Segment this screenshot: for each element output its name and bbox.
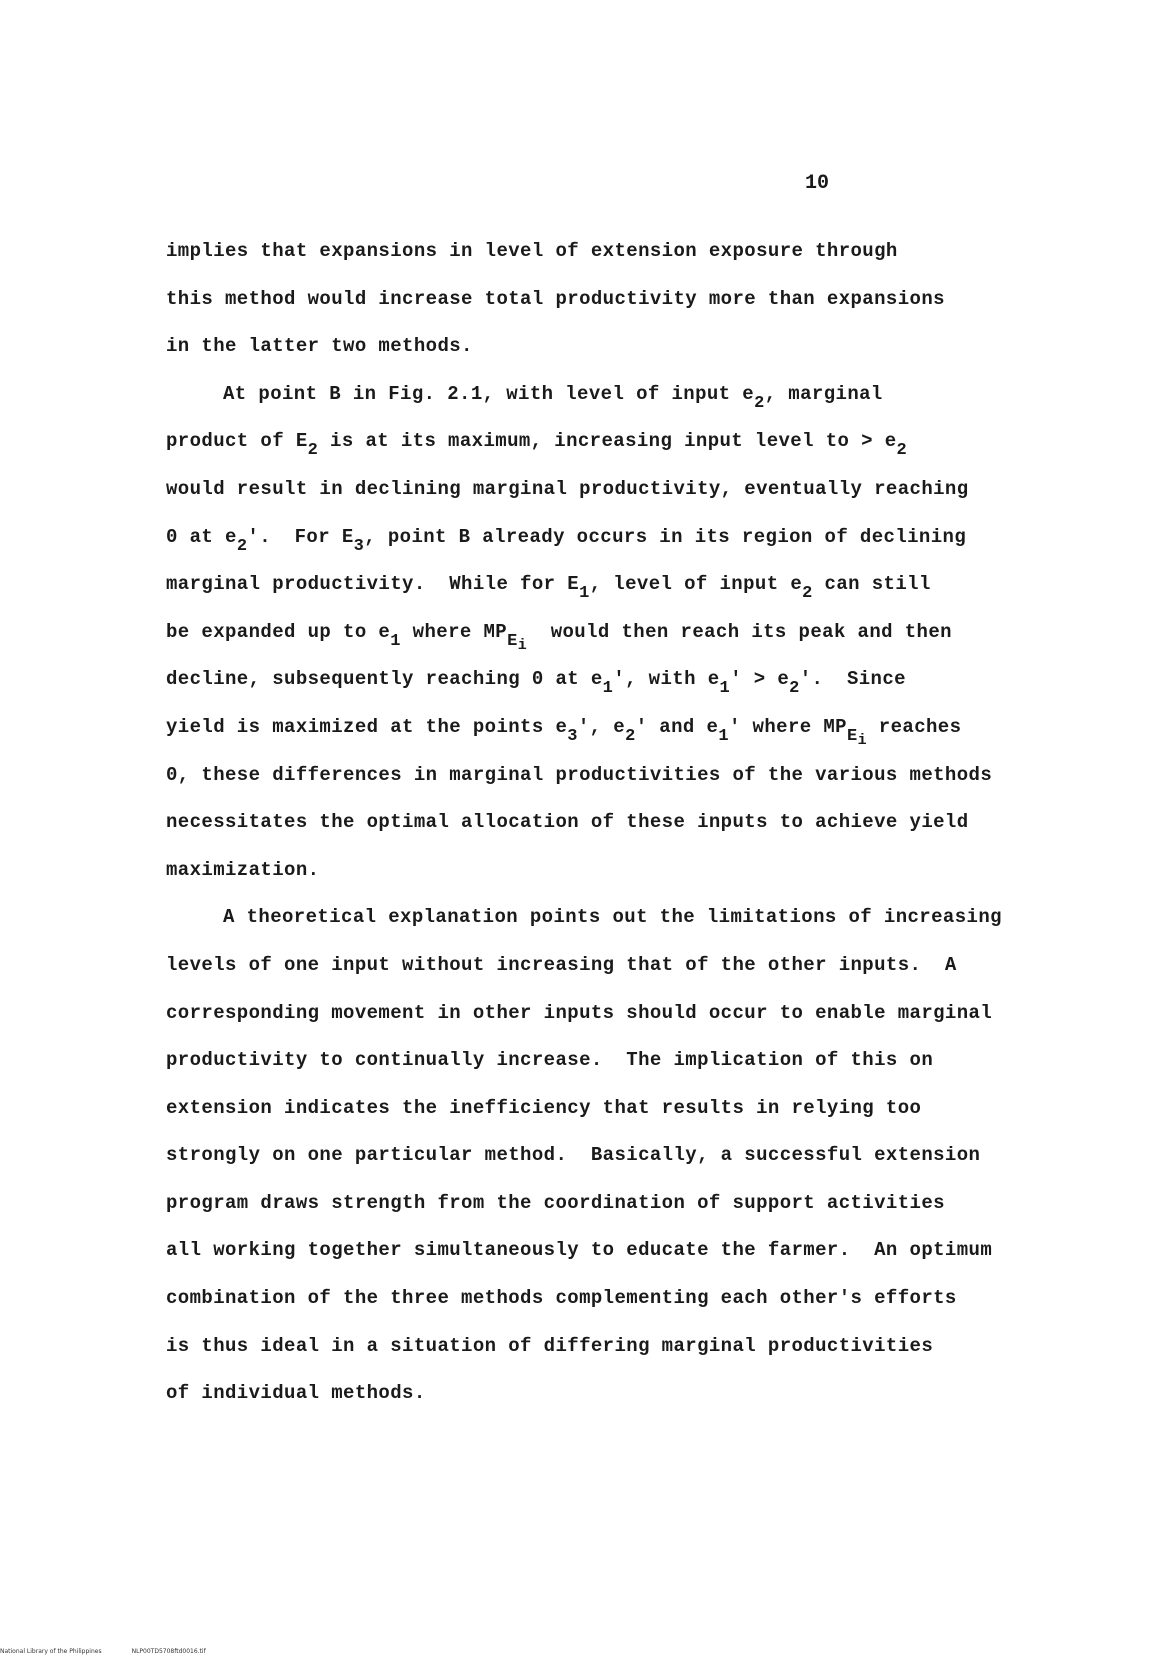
body-text [166,238,1006,1428]
paragraph-2-line-3: would result in declining marginal productivity, eventually reaching [166,477,969,500]
text-run: '. For E [247,525,354,548]
paragraph-3-line-2: levels of one input without increasing that of the other inputs. A [166,953,957,976]
paragraph-2-line-11: maximization. [166,858,320,881]
scan-footer [0,1648,236,1655]
subscript: 3 [353,536,365,556]
paragraph-1-line-1: implies that expansions in level of extension exposure through [166,240,898,262]
text-run: yield is maximized at the points e [166,715,568,738]
page-number: 10 [805,172,830,195]
text-run: product of E [166,430,308,453]
subscript: 1 [718,726,729,746]
text-run: , marginal [764,382,883,405]
text-run: where MP [400,620,508,643]
subscript: 1 [579,584,590,604]
text-run: ' > e [730,668,790,691]
text-run: decline, subsequently reaching 0 at e [166,668,603,691]
text-run: '. Since [799,668,906,691]
nested-subscript: i [517,636,528,654]
subscript: 2 [236,536,248,556]
paragraph-1-line-2: this method would increase total productivity more than expansions [166,287,945,310]
text-run: ' where MP [728,715,847,738]
subscript [846,726,867,749]
text-run: At point B in Fig. 2.1, with level of input e [223,382,755,405]
paragraph-3-line-1: A theoretical explanation points out the limitations of increasing [223,906,1002,929]
text-run: , point B already occurs in its region of declining [364,525,967,548]
subscript: 3 [567,726,578,746]
text-run: is at its maximum, increasing input level to > e [318,430,897,453]
text-run: would then reach its peak and then [527,620,952,643]
paragraph-3-line-10: is thus ideal in a situation of differing marginal productivities [166,1334,934,1357]
paragraph-2-line-9: 0, these differences in marginal productivities of the various methods [166,763,993,786]
text-run: marginal productivity. While for E [166,573,580,596]
paragraph-2-line-7 [166,666,1006,714]
subscript: 2 [754,393,765,413]
paragraph-3-line-11: of individual methods. [166,1382,426,1405]
text-run: ', e [577,715,626,738]
paragraph-2-line-8 [166,714,1006,762]
paragraph-2-line-1 [166,381,1006,429]
file-name: NLP00TD5708ftd0016.tif [131,1648,206,1655]
subscript: 2 [802,584,813,604]
text-run: ' and e [635,715,719,738]
text-run: 0 at e [166,525,237,548]
subscript: 2 [625,726,636,746]
subscript: 2 [307,441,319,461]
paragraph-3-line-6: strongly on one particular method. Basically, a successful extension [166,1144,981,1167]
subscript: 1 [390,631,401,651]
subscript-letter: E [846,726,858,746]
text-run: , level of input e [589,573,803,596]
paragraph-3-line-5: extension indicates the inefficiency that results in relying too [166,1096,922,1119]
nested-subscript: i [857,731,867,749]
subscript [507,631,528,654]
subscript-letter: E [507,631,518,651]
subscript: 1 [719,679,731,699]
paragraph-2-line-6 [166,619,1006,667]
subscript: 2 [896,441,908,461]
paragraph-3-line-3: corresponding movement in other inputs should occur to enable marginal [166,1001,993,1024]
text-run: reaches [866,715,962,738]
paragraph-1-line-3: in the latter two methods. [166,335,473,358]
library-credit: National Library of the Philippines [0,1648,102,1655]
paragraph-3-line-7: program draws strength from the coordination of support activities [166,1191,945,1214]
paragraph-2-line-5 [166,571,1006,619]
paragraph-2-line-10: necessitates the optimal allocation of these inputs to achieve yield [166,811,969,834]
text-run: be expanded up to e [166,620,391,643]
paragraph-3-line-9: combination of the three methods complementing each other's efforts [166,1287,957,1310]
paragraph-2-line-2 [166,428,1006,476]
subscript: 1 [602,679,614,699]
paragraph-3-line-8: all working together simultaneously to educate the farmer. An optimum [166,1239,993,1262]
paragraph-2-line-4 [166,524,1006,572]
text-run: ', with e [613,668,720,691]
text-run: can still [812,573,931,596]
subscript: 2 [789,679,800,699]
paragraph-3-line-4: productivity to continually increase. The implication of this on [166,1049,934,1072]
